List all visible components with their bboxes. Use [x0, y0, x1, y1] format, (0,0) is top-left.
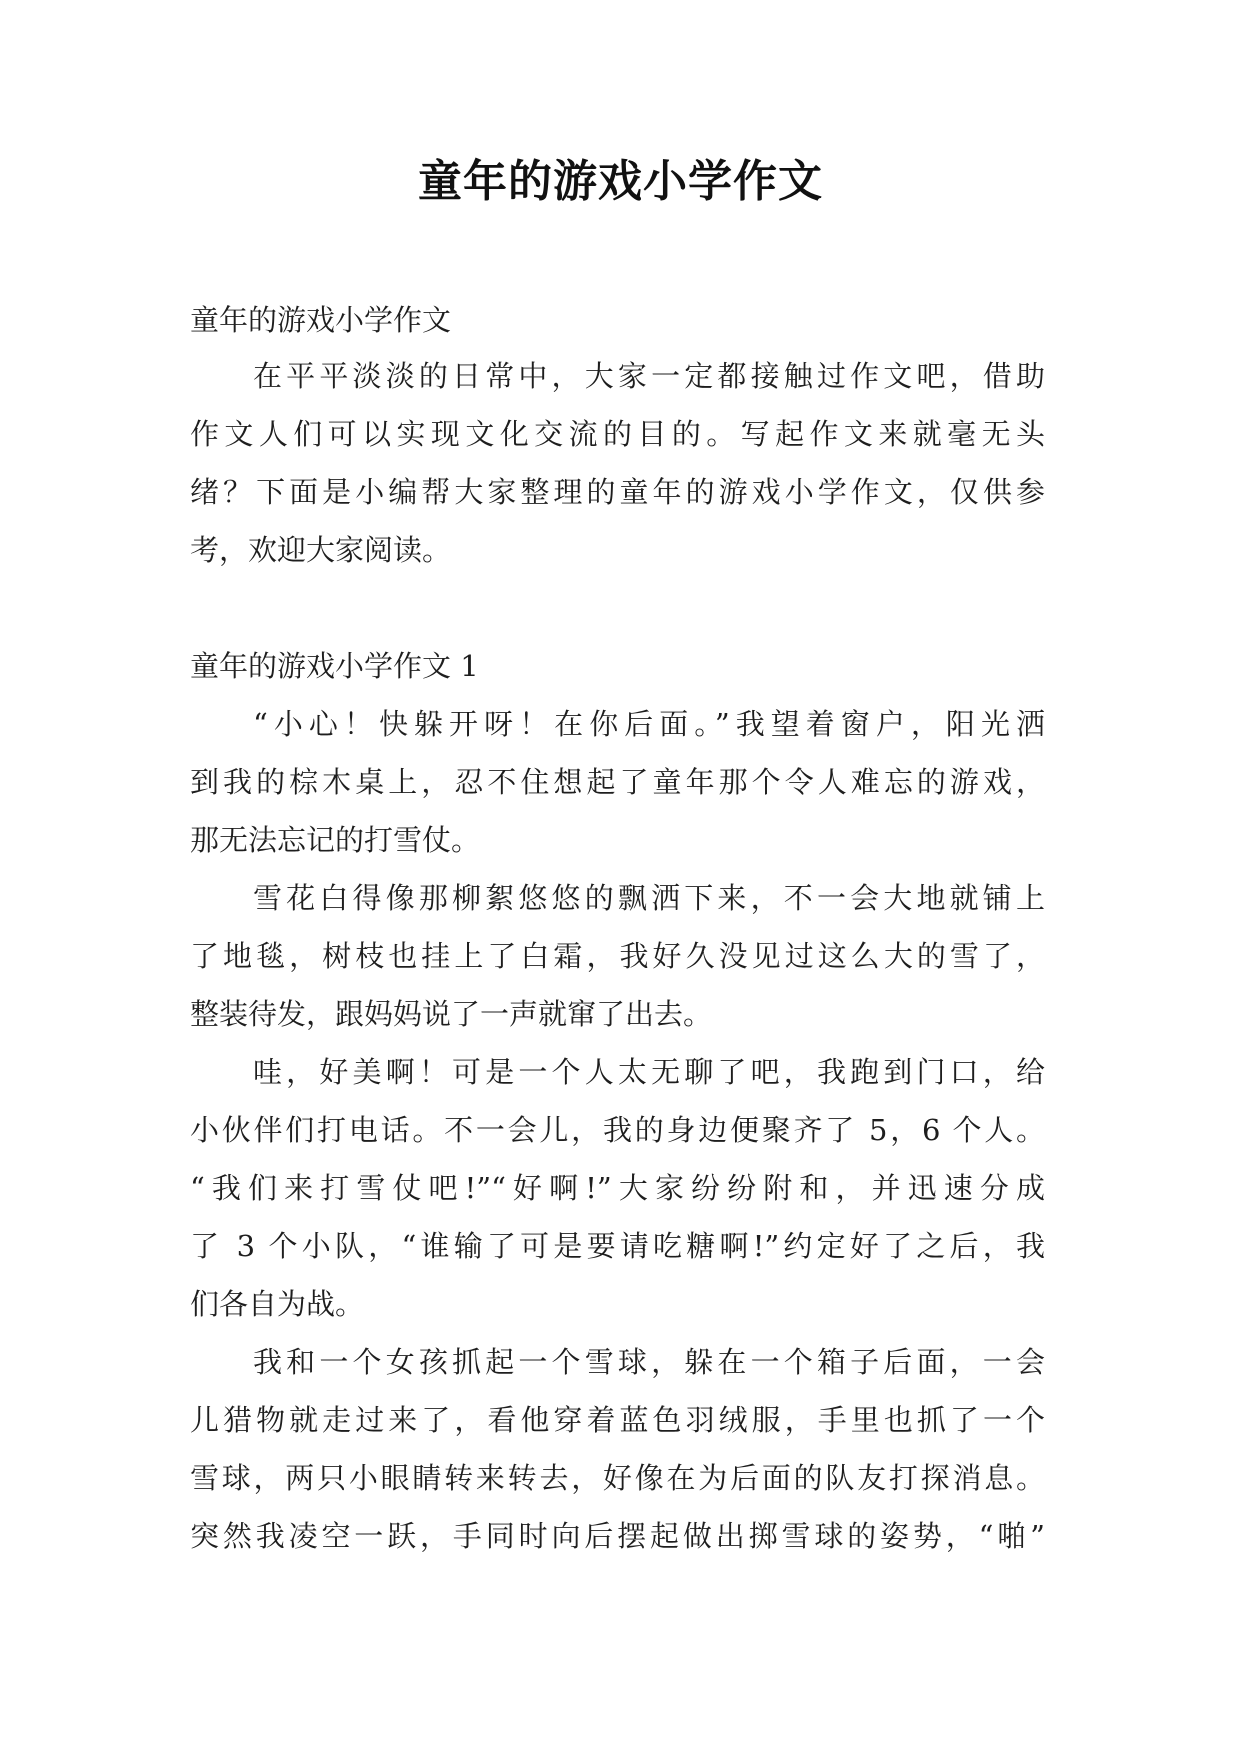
paragraph-line: 雪球，两只小眼睛转来转去，好像在为后面的队友打探消息。 — [190, 1461, 1045, 1495]
paragraph-line: 整装待发，跟妈妈说了一声就窜了出去。 — [190, 997, 713, 1031]
paragraph-line: 我和一个女孩抓起一个雪球，躲在一个箱子后面，一会 — [253, 1345, 1045, 1379]
paragraph-line: 作文人们可以实现文化交流的目的。写起作文来就毫无头 — [190, 417, 1045, 451]
paragraph-line: 哇，好美啊！可是一个人太无聊了吧，我跑到门口，给 — [253, 1055, 1045, 1089]
paragraph-line: “我们来打雪仗吧!”“好啊!”大家纷纷附和，并迅速分成 — [190, 1171, 1045, 1205]
paragraph-line: 绪？下面是小编帮大家整理的童年的游戏小学作文，仅供参 — [190, 475, 1045, 509]
section-heading: 童年的游戏小学作文 1 — [190, 649, 479, 683]
document-title: 童年的游戏小学作文 — [418, 156, 823, 207]
paragraph-line: 突然我凌空一跃，手同时向后摆起做出掷雪球的姿势，“啪” — [190, 1519, 1045, 1553]
paragraph-line: 了 3 个小队，“谁输了可是要请吃糖啊!”约定好了之后，我 — [190, 1229, 1045, 1263]
paragraph-line: 儿猎物就走过来了，看他穿着蓝色羽绒服，手里也抓了一个 — [190, 1403, 1045, 1437]
paragraph-line: 小伙伴们打电话。不一会儿，我的身边便聚齐了 5，6 个人。 — [190, 1113, 1045, 1147]
paragraph-line: 那无法忘记的打雪仗。 — [190, 823, 481, 857]
paragraph-line: 考，欢迎大家阅读。 — [190, 533, 452, 567]
paragraph-line: “小心！快躲开呀！在你后面。”我望着窗户，阳光洒 — [253, 707, 1045, 741]
paragraph-line: 在平平淡淡的日常中，大家一定都接触过作文吧，借助 — [253, 359, 1045, 393]
paragraph-line: 雪花白得像那柳絮悠悠的飘洒下来，不一会大地就铺上 — [253, 881, 1045, 915]
subtitle-line: 童年的游戏小学作文 — [190, 303, 452, 337]
paragraph-line: 到我的棕木桌上，忍不住想起了童年那个令人难忘的游戏， — [190, 765, 1045, 799]
paragraph-line: 们各自为战。 — [190, 1287, 365, 1321]
paragraph-line: 了地毯，树枝也挂上了白霜，我好久没见过这么大的雪了， — [190, 939, 1045, 973]
